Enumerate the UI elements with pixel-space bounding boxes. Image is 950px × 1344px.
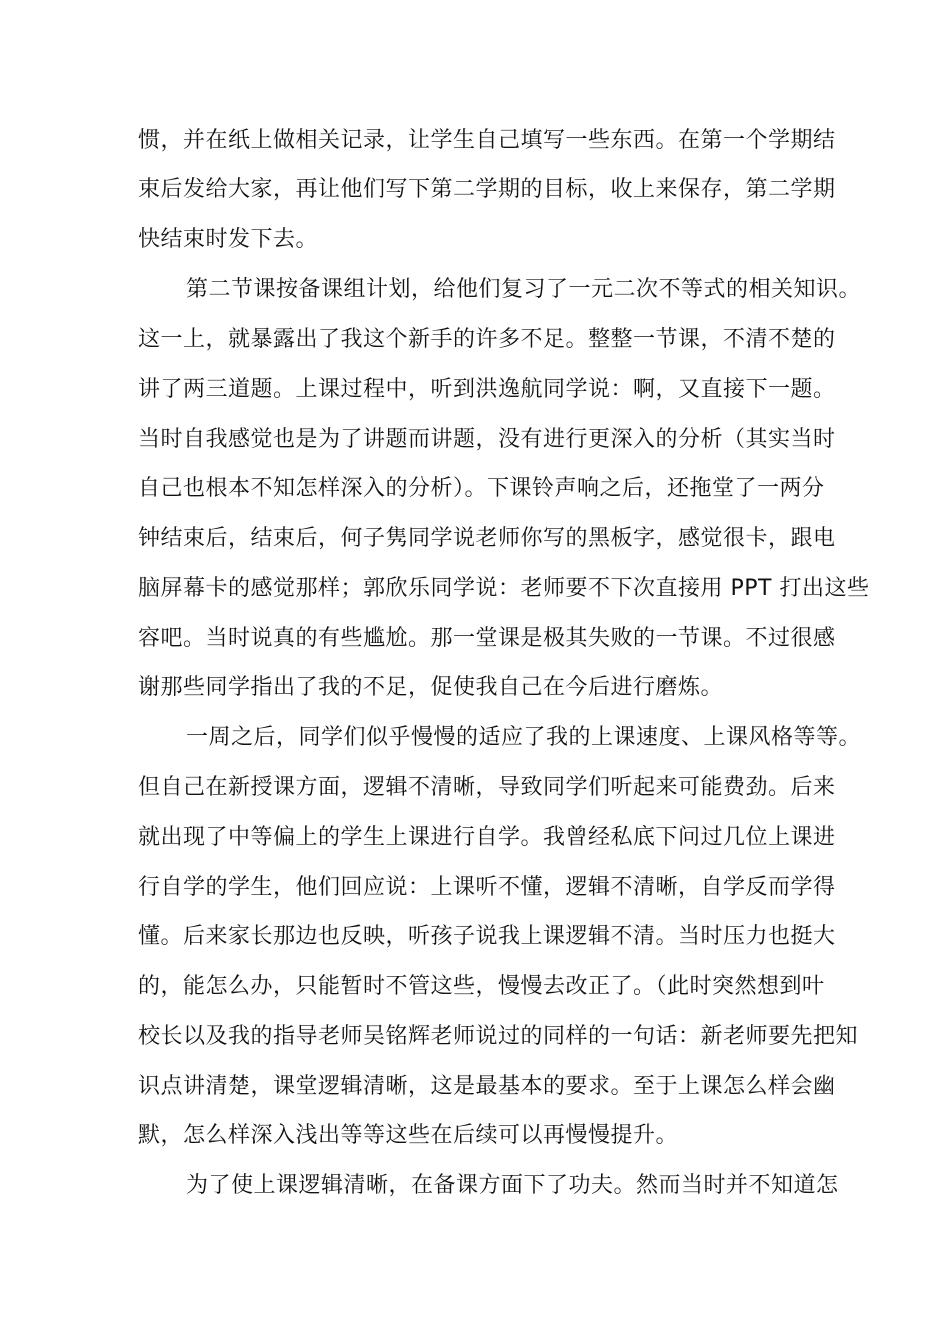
text-line: 当时自我感觉也是为了讲题而讲题，没有进行更深入的分析（其实当时	[138, 427, 836, 452]
text-line: 快结束时发下去。	[138, 227, 319, 252]
text-line: 行自学的学生，他们回应说：上课听不懂，逻辑不清晰，自学反而学得	[138, 875, 836, 900]
text-line: 钟结束后，结束后，何子隽同学说老师你写的黑板字，感觉很卡，跟电	[138, 526, 836, 551]
text-line: 默，怎么样深入浅出等等这些在后续可以再慢慢提升。	[138, 1123, 679, 1148]
text-line: 容吧。当时说真的有些尴尬。那一堂课是极其失败的一节课。不过很感	[138, 626, 836, 651]
text-line: 就出现了中等偏上的学生上课进行自学。我曾经私底下问过几位上课进	[138, 825, 836, 850]
text-line: 自己也根本不知怎样深入的分析）。下课铃声响之后，还拖堂了一两分	[138, 476, 825, 501]
text-line: 识点讲清楚，课堂逻辑清晰，这是最基本的要求。至于上课怎么样会幽	[138, 1074, 836, 1099]
text-line: 束后发给大家，再让他们写下第二学期的目标，收上来保存，第二学期	[138, 177, 836, 202]
text-line: 的，能怎么办，只能暂时不管这些，慢慢去改正了。（此时突然想到叶	[138, 974, 825, 999]
text-line: 为了使上课逻辑清晰，在备课方面下了功夫。然而当时并不知道怎	[186, 1173, 839, 1198]
text-line: 惯，并在纸上做相关记录，让学生自己填写一些东西。在第一个学期结	[138, 128, 836, 153]
text-line: 但自己在新授课方面，逻辑不清晰，导致同学们听起来可能费劲。后来	[138, 775, 836, 800]
text-line: 谢那些同学指出了我的不足，促使我自己在今后进行磨炼。	[138, 675, 724, 700]
text-line: 校长以及我的指导老师吴铭辉老师说过的同样的一句话：新老师要先把知	[138, 1024, 859, 1049]
text-line: 脑屏幕卡的感觉那样；郭欣乐同学说：老师要不下次直接用 PPT 打出这些	[138, 576, 870, 601]
text-line: 第二节课按备课组计划，给他们复习了一元二次不等式的相关知识。	[186, 277, 862, 302]
text-line: 懂。后来家长那边也反映，听孩子说我上课逻辑不清。当时压力也挺大	[138, 924, 836, 949]
text-line: 讲了两三道题。上课过程中，听到洪逸航同学说：啊，又直接下一题。	[138, 377, 836, 402]
text-line: 这一上，就暴露出了我这个新手的许多不足。整整一节课，不清不楚的	[138, 327, 836, 352]
text-line: 一周之后，同学们似乎慢慢的适应了我的上课速度、上课风格等等。	[186, 725, 862, 750]
